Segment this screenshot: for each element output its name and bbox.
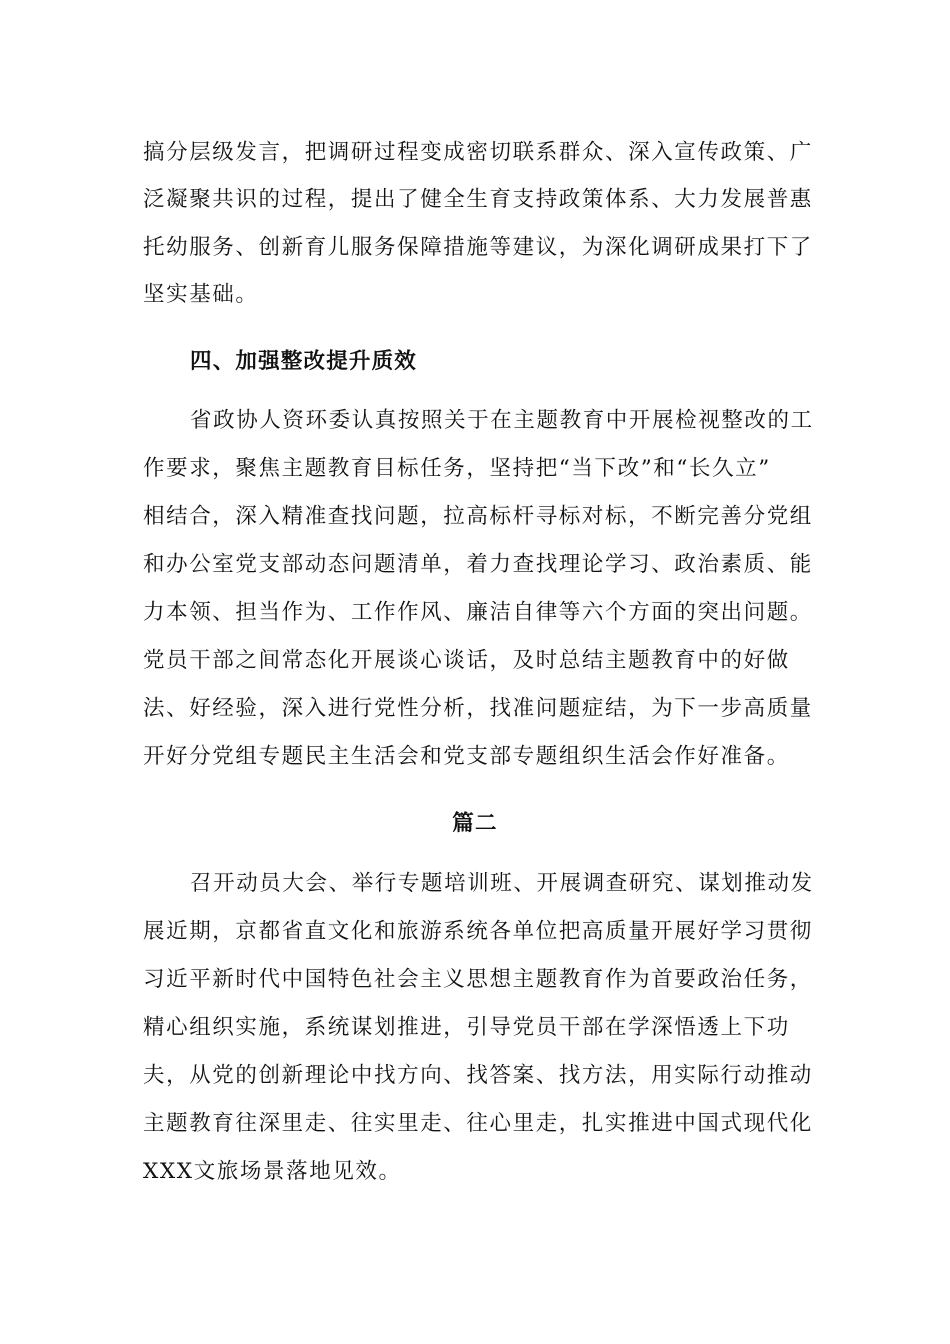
paragraph-line: 坚实基础。 [143,282,259,307]
paragraph-line: 精心组织实施，系统谋划推进，引导党员干部在学深悟透上下功 [143,1015,790,1040]
paragraph-line: XXX文旅场景落地见效。 [143,1159,402,1184]
paragraph-line: 主题教育往深里走、往实里走、往心里走，扎实推进中国式现代化 [143,1111,813,1136]
section-title: 篇二 [452,811,498,836]
paragraph-line: 和办公室党支部动态问题清单，着力查找理论学习、政治素质、能 [143,552,813,577]
paragraph-line: 泛凝聚共识的过程，提出了健全生育支持政策体系、大力发展普惠 [143,187,813,212]
paragraph-line: 夫，从党的创新理论中找方向、找答案、找方法，用实际行动推动 [143,1063,813,1088]
paragraph-line: 展近期，京都省直文化和旅游系统各单位把高质量开展好学习贯彻 [143,919,813,944]
paragraph-line: 习近平新时代中国特色社会主义思想主题教育作为首要政治任务， [143,967,813,992]
section-heading: 四、加强整改提升质效 [190,349,418,374]
paragraph-line: 力本领、担当作为、工作作风、廉洁自律等六个方面的突出问题。 [143,600,813,625]
paragraph-line: 相结合，深入精准查找问题，拉高标杆寻标对标，不断完善分党组 [143,504,813,529]
paragraph-line: 开好分党组专题民主生活会和党支部专题组织生活会作好准备。 [143,744,790,769]
paragraph-line: 召开动员大会、举行专题培训班、开展调查研究、谋划推动发 [190,871,814,896]
paragraph-line: 法、好经验，深入进行党性分析，找准问题症结，为下一步高质量 [143,696,813,721]
paragraph-line: 搞分层级发言，把调研过程变成密切联系群众、深入宣传政策、广 [143,140,813,165]
paragraph-line: 省政协人资环委认真按照关于在主题教育中开展检视整改的工 [190,408,814,433]
paragraph-line: 托幼服务、创新育儿服务保障措施等建议，为深化调研成果打下了 [143,235,813,260]
paragraph-line: 作要求，聚焦主题教育目标任务，坚持把“当下改”和“长久立” [143,456,771,481]
paragraph-line: 党员干部之间常态化开展谈心谈话，及时总结主题教育中的好做 [143,648,790,673]
